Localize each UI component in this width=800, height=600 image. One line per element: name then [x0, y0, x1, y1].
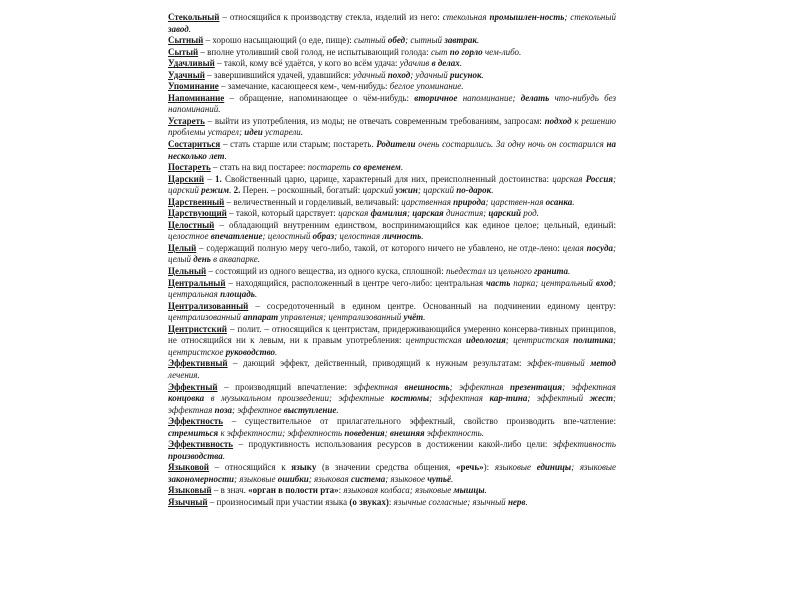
example-keyword: презентация	[510, 381, 563, 392]
headword: Сытый	[168, 46, 199, 57]
example-keyword: площадь	[220, 289, 255, 300]
example-text: удачлив	[399, 58, 432, 69]
dictionary-entry	[168, 324, 616, 359]
example-keyword: единицы	[536, 462, 572, 473]
definition-text: – произносимый при участии языка	[207, 496, 350, 507]
example-text: .	[481, 69, 484, 80]
example-keyword: нерв	[507, 496, 526, 507]
example-keyword: жест	[589, 393, 613, 404]
example-text: ; центристское	[168, 335, 616, 357]
headword: Царствующий	[168, 208, 227, 219]
example-keyword: по-дарок	[456, 185, 492, 196]
example-text: центристская	[405, 335, 467, 346]
dictionary-entry	[168, 208, 616, 220]
example-text: .	[188, 23, 192, 34]
dictionary-entry	[168, 497, 616, 509]
dictionary-entry	[168, 12, 616, 35]
example-text: ; эффектная	[562, 381, 616, 392]
example-text: к эффектности; эффектность	[218, 427, 345, 438]
bold-text: 2.	[233, 185, 241, 196]
definition-text: – замечание, касающееся кем-, чем-нибудь:	[218, 81, 390, 92]
example-text: ;	[406, 208, 413, 219]
headword: Язычный	[168, 496, 208, 507]
example-text: царская	[338, 208, 371, 219]
bold-text: «речь»	[456, 462, 484, 473]
example-text: ; целостный	[262, 231, 313, 242]
definition-text: Перен. – роскошный, богатый:	[240, 185, 363, 196]
example-keyword: осанка	[545, 196, 573, 207]
example-keyword: природа	[453, 196, 486, 207]
example-keyword: царская	[412, 208, 444, 219]
dictionary-entry	[168, 58, 616, 70]
dictionary-entry	[168, 243, 616, 266]
dictionary-entry	[168, 70, 616, 82]
headword: Устареть	[168, 115, 205, 126]
example-text: управления; централизованный	[278, 312, 404, 323]
bold-text: (о звуках)	[349, 496, 389, 507]
example-keyword: на несколько лет	[168, 139, 616, 161]
example-keyword: промышлен-ность	[489, 12, 565, 22]
example-text: род.	[520, 208, 539, 219]
example-text: ; царствен-ная	[485, 196, 546, 207]
example-text: ; языковое	[385, 473, 428, 484]
example-keyword: часть	[485, 277, 511, 288]
example-keyword: день	[193, 254, 211, 265]
example-text: что-нибудь без напоминаний.	[168, 92, 616, 115]
example-text: эффектность.	[424, 427, 484, 438]
example-text: целостное	[168, 231, 211, 242]
headword: Упоминание	[168, 81, 219, 92]
example-keyword: поведения	[344, 427, 385, 438]
example-text: .	[572, 196, 575, 207]
headword: Эффектность	[168, 416, 224, 427]
example-text: .	[336, 404, 339, 415]
example-keyword: личность	[382, 231, 422, 242]
definition-text: ):	[483, 462, 495, 473]
example-keyword: мышцы	[453, 485, 485, 496]
example-text: ; удачный	[410, 69, 451, 80]
headword: Эффективность	[168, 439, 234, 450]
example-text: ; языковые	[571, 462, 617, 473]
example-text: напоминание;	[457, 92, 521, 103]
example-text: ; царский	[417, 185, 457, 196]
headword: Напоминание	[168, 92, 225, 103]
definition-text: – полит. – относящийся к центристам, придерживающийся умеренно консерва-тивных принципов, не относящийся ни к левым, ни к правым употребления:	[168, 323, 616, 346]
definition-text: – обращение, напоминающее о чём-нибудь:	[224, 92, 415, 103]
example-text: .	[275, 346, 278, 357]
definition-text: – относящийся к производству стекла, изделий из него:	[219, 12, 443, 22]
dictionary-entry	[168, 197, 616, 209]
example-text: царский	[362, 185, 396, 196]
headword: Языковой	[168, 462, 209, 473]
example-keyword: рисунок	[450, 69, 482, 80]
dictionary-entry	[168, 47, 616, 59]
example-keyword: выступление	[283, 404, 337, 415]
definition-text: – находящийся, расположенный в центре чего-либо: центральная	[225, 277, 486, 288]
example-keyword: по горло	[449, 46, 483, 57]
example-text: пьедестал из цельного	[445, 266, 535, 277]
example-keyword: внешность	[404, 381, 450, 392]
example-text: языковая колбаса; языковые	[343, 485, 454, 496]
definition-text: – завершившийся удачей, удавшийся:	[204, 69, 354, 80]
dictionary-entry	[168, 301, 616, 324]
example-keyword: метод	[590, 358, 616, 369]
example-keyword: фамилия	[370, 208, 407, 219]
example-keyword: ошибки	[277, 473, 309, 484]
dictionary-entry	[168, 462, 616, 485]
definition-text: – относящийся к	[208, 462, 292, 473]
example-keyword: обед	[387, 35, 406, 46]
bold-text: 1.	[215, 173, 222, 184]
example-text: ; языковая	[308, 473, 351, 484]
example-keyword: гранита	[534, 266, 568, 277]
example-text: сыт	[430, 46, 450, 57]
definition-text: – вполне утоливший свой голод, не испытывающий голода:	[198, 46, 431, 57]
example-text: ;	[384, 427, 390, 438]
example-keyword: режим	[201, 185, 230, 196]
headword: Централизованный	[168, 300, 249, 311]
example-text: ; царский	[168, 173, 617, 196]
headword: Царственный	[168, 196, 225, 207]
example-keyword: завод	[168, 23, 189, 34]
bold-text: «орган в полости рта»	[248, 485, 339, 496]
definition-text: (в значении средства общения,	[316, 462, 457, 473]
dictionary-entry	[168, 382, 616, 417]
example-keyword: Родители	[376, 139, 416, 150]
dictionary-entry	[168, 139, 616, 162]
example-text: .	[459, 58, 462, 69]
example-text: сытный	[354, 35, 388, 46]
example-keyword: закономерности	[168, 473, 235, 484]
example-keyword: подход	[544, 115, 572, 126]
example-keyword: руководство	[225, 346, 276, 357]
example-keyword: делать	[520, 92, 550, 103]
example-text: .	[222, 450, 225, 461]
example-text: ; эффектный	[527, 393, 590, 404]
example-text: .	[451, 473, 454, 484]
example-text: чем-либо.	[482, 46, 522, 57]
definition-text: – состоящий из одного вещества, из одного куска, сплошной:	[206, 266, 446, 277]
dictionary-entry	[168, 485, 616, 497]
definition-text: :	[388, 496, 394, 507]
dictionary-entry	[168, 116, 616, 139]
example-text: в музыкальном произведении; эффектные	[204, 393, 391, 404]
dictionary-entry	[168, 162, 616, 174]
example-text: целая	[562, 242, 587, 253]
example-text: .	[476, 35, 480, 46]
example-keyword: Россия	[585, 173, 614, 184]
example-keyword: образ	[312, 231, 335, 242]
example-text: .	[421, 231, 424, 242]
headword: Царский	[168, 173, 205, 184]
definition-text: – выйти из употребления, из моды; не отвечать современным требованиям, запросам:	[204, 115, 545, 126]
example-text: парка; центральный	[510, 277, 596, 288]
example-text: очень состарились. За одну ночь он состарился	[415, 139, 607, 150]
example-text: к решению проблемы устарел;	[168, 115, 616, 138]
example-text: ; эффектная	[168, 393, 616, 415]
definition-text: :	[338, 485, 344, 496]
example-text: эффек-тивный	[526, 358, 591, 369]
example-keyword: идеи	[244, 127, 263, 138]
dictionary-entry	[168, 358, 616, 381]
example-keyword: поза	[214, 404, 233, 415]
example-keyword: со временем	[352, 162, 401, 173]
headword: Сытный	[168, 35, 204, 46]
headword: Удачливый	[168, 58, 215, 69]
example-text: ; целый	[168, 242, 616, 265]
definition-text: – продуктивность использования ресурсов в достижении какой-либо цели:	[233, 439, 553, 450]
example-text: ; эффектная	[449, 381, 511, 392]
example-text: ; целостная	[334, 231, 383, 242]
example-keyword: в делах	[431, 58, 460, 69]
dictionary-entry	[168, 220, 616, 243]
example-text: .	[567, 266, 571, 277]
example-keyword: вход	[595, 277, 614, 288]
example-keyword: концовка	[168, 393, 205, 404]
example-keyword: кар-тина	[489, 393, 528, 404]
example-text: .	[400, 162, 404, 173]
headword: Центральный	[168, 277, 226, 288]
example-text: .	[423, 312, 426, 323]
bold-text: языку	[291, 462, 317, 473]
example-text: ; стекольный	[564, 12, 616, 22]
definition-text: – сосредоточенный в едином центре. Основанный на подчинении единому центру:	[248, 300, 616, 311]
example-keyword: ужин	[395, 185, 418, 196]
example-text: .	[491, 185, 494, 196]
definition-text: – обладающий внутренним единством, воспринимающийся как единое целое; цельный, единый:	[214, 219, 616, 230]
example-text: ; сытный	[405, 35, 445, 46]
definition-text: – стать старше или старым; постареть.	[220, 139, 377, 150]
headword: Центристский	[168, 323, 227, 334]
example-text: постареть	[307, 162, 353, 173]
definition-text: – в знач.	[211, 485, 249, 496]
example-text: ; языковые	[234, 473, 278, 484]
example-keyword: стремиться	[168, 427, 219, 438]
definition-text: – стать на вид постарее:	[210, 162, 308, 173]
example-text: эффектная	[353, 381, 405, 392]
dictionary-entry	[168, 266, 616, 278]
headword: Эффектный	[168, 381, 218, 392]
headword: Эффективный	[168, 358, 228, 369]
example-keyword: царский	[488, 208, 521, 219]
dictionary-entry	[168, 174, 616, 197]
definition-text: – производящий впечатление:	[217, 381, 354, 392]
example-text: .	[254, 289, 258, 300]
example-text: .	[484, 485, 487, 496]
example-text: устарели.	[262, 127, 304, 138]
dictionary-page	[168, 12, 616, 509]
example-text: ; центральная	[168, 277, 617, 300]
example-keyword: посуда	[586, 242, 613, 253]
definition-text: – величественный и горделивый, величавый:	[224, 196, 402, 207]
dictionary-entry	[168, 439, 616, 462]
example-keyword: учёт	[403, 312, 424, 323]
headword: Состариться	[168, 139, 221, 150]
example-keyword: производства	[168, 450, 223, 461]
example-text: удачный	[353, 69, 388, 80]
dictionary-entry	[168, 278, 616, 301]
example-text: в аквапарке.	[210, 254, 261, 265]
definition-text: – хорошо насыщающий (о еде, пище):	[203, 35, 355, 46]
example-text: эффективность	[552, 439, 616, 450]
example-text: .	[229, 185, 234, 196]
definition-text: –	[204, 173, 216, 184]
definition-text: – существительное от прилагательного эффектный, свойство производить впе-чатление:	[223, 416, 616, 427]
example-text: беглое упоминание.	[389, 81, 464, 92]
example-text: ; центристская	[505, 335, 574, 346]
example-keyword: система	[350, 473, 386, 484]
example-keyword: аппарат	[243, 312, 279, 323]
example-text: ; эффектное	[232, 404, 284, 415]
definition-text: – содержащий полную меру чего-либо, такой, от которого ничего не убавлено, не отде-лено:	[196, 242, 563, 253]
example-text: .	[224, 150, 227, 161]
example-keyword: вторичное	[414, 92, 458, 103]
example-text: царственная	[401, 196, 454, 207]
example-keyword: внешняя	[389, 427, 425, 438]
headword: Целый	[168, 242, 197, 253]
definition-text: Свойственный царю, царице, характерный для них, преисполненный достоинства:	[221, 173, 553, 184]
example-keyword: завтрак	[444, 35, 477, 46]
headword: Удачный	[168, 69, 205, 80]
definition-text: – такой, кому всё удаётся, у кого во всём удача:	[214, 58, 400, 69]
dictionary-entry	[168, 93, 616, 116]
example-text: язычные согласные; язычный	[393, 496, 508, 507]
example-keyword: поход	[387, 69, 411, 80]
headword: Цельный	[168, 266, 207, 277]
dictionary-entry	[168, 81, 616, 93]
example-keyword: чутьё	[427, 473, 452, 484]
dictionary-entry	[168, 416, 616, 439]
example-keyword: костюмы	[390, 393, 430, 404]
example-keyword: идеология	[466, 335, 506, 346]
headword: Языковый	[168, 485, 212, 496]
example-keyword: политика	[573, 335, 613, 346]
example-text: стекольная	[442, 12, 490, 22]
headword: Стекольный	[168, 12, 220, 22]
definition-text: – такой, который царствует:	[226, 208, 339, 219]
example-text: централизованный	[168, 312, 244, 323]
example-text: ; эффектная	[429, 393, 490, 404]
example-text: языковые	[494, 462, 537, 473]
example-text: династия;	[443, 208, 489, 219]
dictionary-entry	[168, 35, 616, 47]
headword: Постареть	[168, 162, 211, 173]
headword: Целостный	[168, 219, 215, 230]
example-text: царская	[552, 173, 586, 184]
definition-text: – дающий эффект, действенный, приводящий к нужным результатам:	[227, 358, 527, 369]
example-keyword: впечатление	[210, 231, 263, 242]
example-text: .	[525, 496, 528, 507]
example-text: лечения.	[168, 369, 200, 380]
